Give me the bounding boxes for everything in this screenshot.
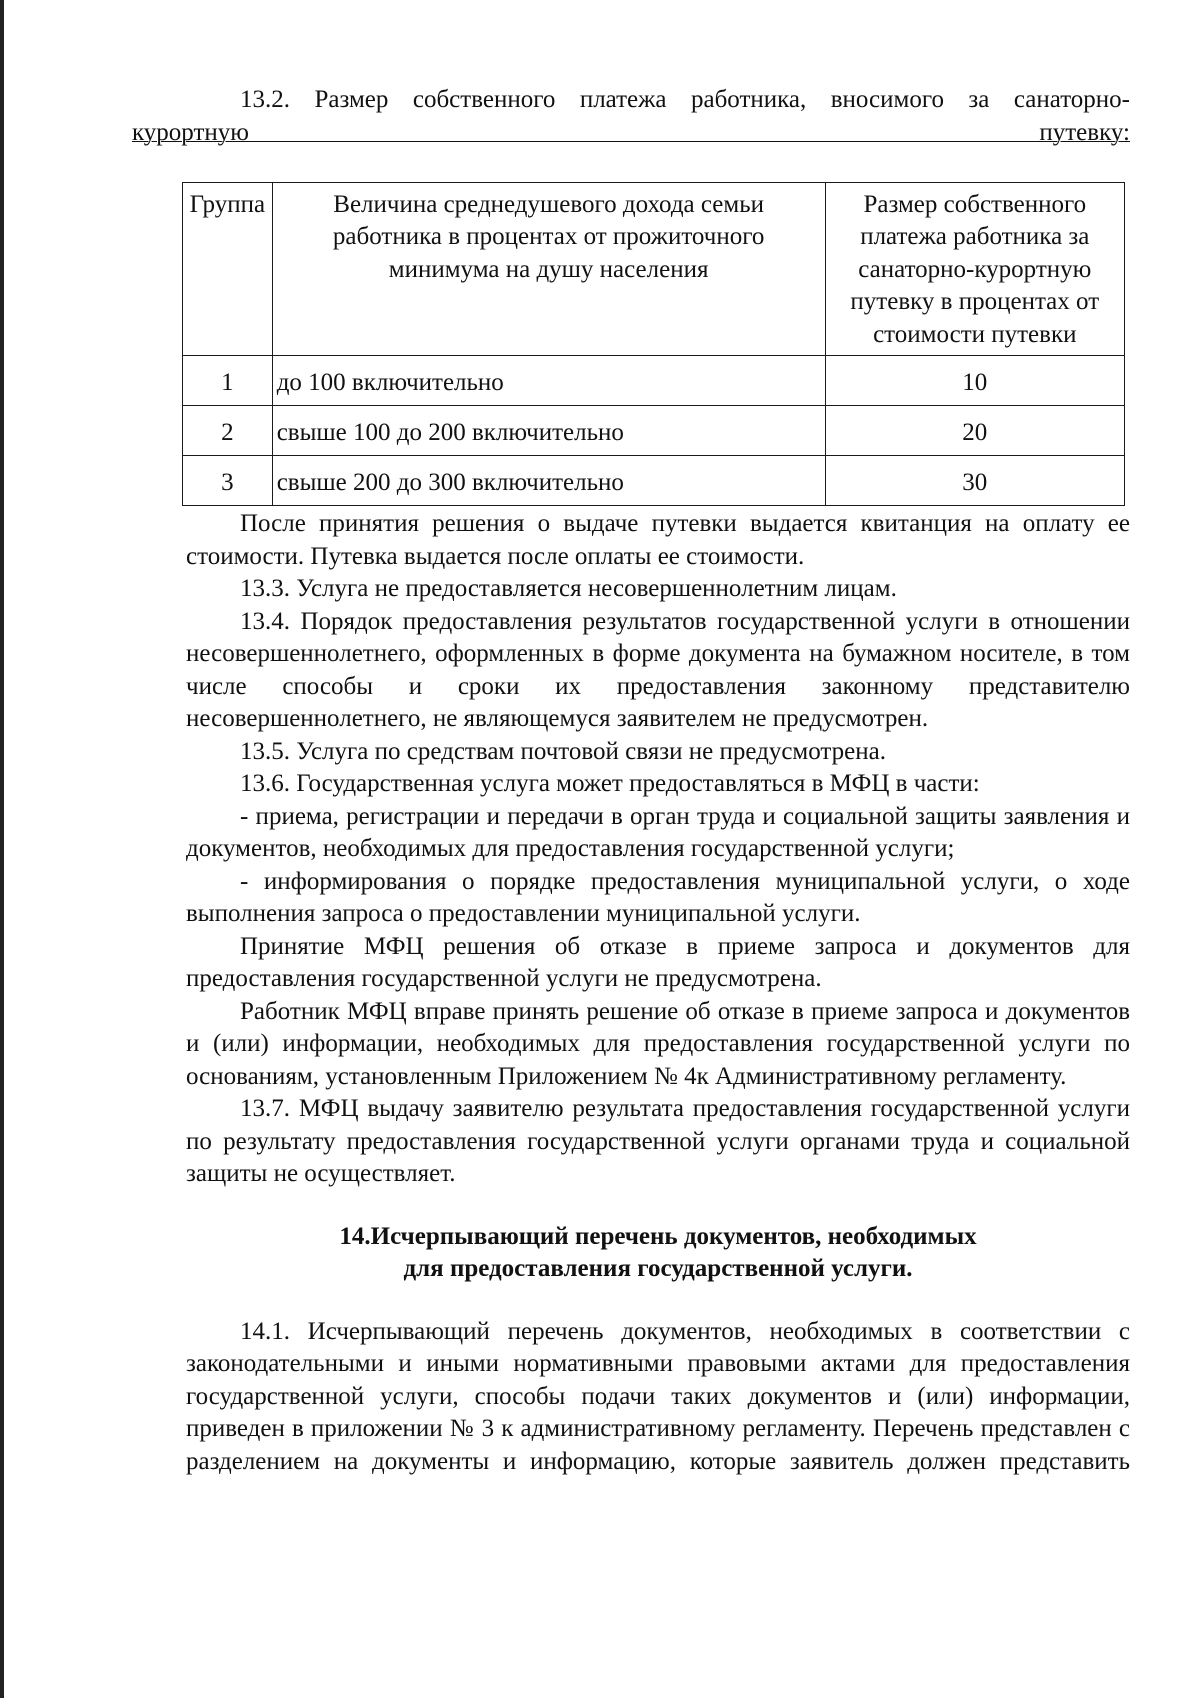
clause-14-1: 14.1. Исчерпывающий перечень документов, необходимых в соответствии с законодательными и иными нормативными правовыми актами для предоставления государственной услуги, способы подачи таких документов и (или) информации, приведен в приложении № 3 к административному регламенту. Перечень представлен с разделением на документы и информацию, которые заявитель должен представить — [186, 1317, 1130, 1475]
clause-13-6: 13.6. Государственная услуга может предоставляться в МФЦ в части: — [240, 770, 980, 797]
cell-payment: 30 — [825, 456, 1124, 506]
document-page — [132, 84, 1130, 1478]
header-group: Группа — [183, 182, 273, 356]
clause-13-2-line1: 13.2. Размер собственного платежа работника, вносимого за санаторно- — [240, 86, 1130, 113]
cell-group: 3 — [183, 456, 273, 506]
header-income: Величина среднедушевого дохода семьи работника в процентах от прожиточного минимума на душу населения — [272, 182, 825, 356]
clause-13-6-item-informing: - информирования о порядке предоставления муниципальной услуги, о ходе выполнения запроса о предоставлении муниципальной услуги. — [186, 867, 1130, 927]
paragraph-mfc-refusal: Принятие МФЦ решения об отказе в приеме запроса и документов для предоставления государственной услуги не предусмотрена. — [186, 932, 1130, 992]
table-row — [183, 456, 1125, 506]
cell-income: свыше 100 до 200 включительно — [272, 406, 825, 456]
section-14-heading — [186, 1221, 1130, 1286]
table-header-row — [183, 182, 1125, 356]
clause-13-5: 13.5. Услуга по средствам почтовой связи не предусмотрена. — [240, 737, 886, 765]
table-row — [183, 406, 1125, 456]
cell-group: 1 — [183, 356, 273, 406]
header-payment: Размер собственного платежа работника за санаторно-курортную путевку в процентах от стоимости путевки — [825, 182, 1124, 356]
cell-payment: 10 — [825, 356, 1124, 406]
cell-income: до 100 включительно — [272, 356, 825, 406]
scan-edge-line — [0, 0, 4, 1698]
cell-group: 2 — [183, 406, 273, 456]
clause-13-2-line2: курортную путевку: — [132, 118, 1130, 146]
clause-13-6-item-reception: - приема, регистрации и передачи в орган труда и социальной защиты заявления и документов, необходимых для предоставления государственной услуги; — [186, 802, 1130, 862]
section-14-heading-line1: 14.Исчерпывающий перечень документов, необходимых — [339, 1222, 977, 1250]
clause-13-3: 13.3. Услуга не предоставляется несовершеннолетним лицам. — [240, 575, 897, 602]
paragraph-after-table: После принятия решения о выдаче путевки выдается квитанция на оплату ее стоимости. Путевка выдается после оплаты ее стоимости. — [186, 510, 1130, 570]
table-row — [183, 356, 1125, 406]
clause-13-4: 13.4. Порядок предоставления результатов государственной услуги в отношении несовершеннолетнего, оформленных в форме документа на бумажном носителе, в том числе способы и сроки их предоставления законному представителю несовершеннолетнего, не являющемуся заявителем не предусмотрен. — [186, 607, 1130, 732]
clause-13-2 — [132, 84, 1130, 182]
payment-table — [182, 182, 1125, 507]
section-14-heading-line2: для предоставления государственной услуги. — [403, 1255, 913, 1282]
clause-13-7: 13.7. МФЦ выдачу заявителю результата предоставления государственной услуги по результату предоставления государственной услуги органами труда и социальной защиты не осуществляет. — [186, 1095, 1130, 1187]
paragraph-mfc-worker: Работник МФЦ вправе принять решение об отказе в приеме запроса и документов и (или) информации, необходимых для предоставления государственной услуги по основаниям, установленным Приложением № 4к Административному регламенту. — [186, 997, 1130, 1090]
cell-payment: 20 — [825, 406, 1124, 456]
cell-income: свыше 200 до 300 включительно — [272, 456, 825, 506]
